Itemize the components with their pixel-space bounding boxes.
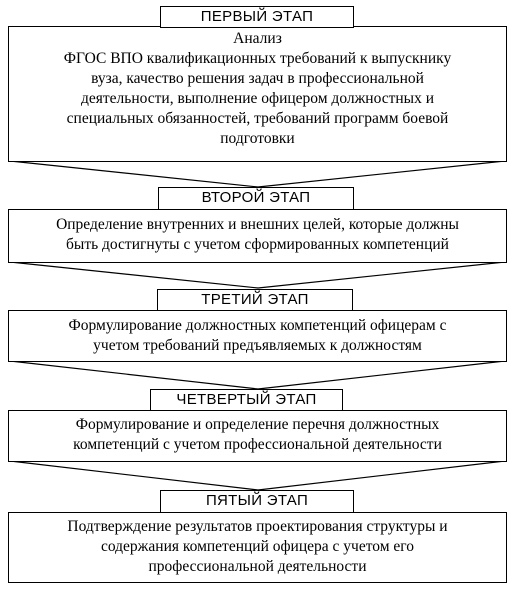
- stage-1-box: [8, 26, 507, 162]
- stage-4-line-2: компетенций с учетом профессиональной деятельности: [73, 436, 442, 453]
- stage-5-box: [8, 512, 507, 583]
- stage-1-label: ПЕРВЫЙ ЭТАП: [160, 6, 354, 28]
- stage-1-line-5: специальных обязанностей, требований программ боевой: [66, 110, 449, 127]
- stage-4-box: [8, 410, 507, 462]
- stage-1-line-1: Анализ: [233, 30, 282, 47]
- stage-4-label: ЧЕТВЕРТЫЙ ЭТАП: [150, 389, 343, 411]
- arrow-3-to-4: [10, 361, 505, 389]
- arrow-4-to-5: [10, 461, 505, 490]
- stage-3-line-1: Формулирование должностных компетенций офицерам с: [68, 317, 447, 334]
- stage-2-label: ВТОРОЙ ЭТАП: [158, 187, 354, 210]
- stage-2-line-1: Определение внутренних и внешних целей, которые должны: [56, 216, 459, 233]
- stage-2-line-2: быть достигнуты с учетом сформированных компетенций: [66, 236, 449, 253]
- arrow-1-to-2: [10, 161, 505, 187]
- stage-1-line-6: подготовки: [220, 130, 295, 147]
- stage-5-label: ПЯТЫЙ ЭТАП: [160, 490, 354, 513]
- stage-2-box: [8, 209, 507, 263]
- stage-5-line-3: профессиональной деятельности: [148, 558, 367, 575]
- stage-1-line-4: деятельности, выполнение офицером должностных и: [80, 90, 435, 107]
- stage-1-line-3: вуза, качество решения задач в профессиональной: [91, 70, 424, 87]
- stage-3-label: ТРЕТИЙ ЭТАП: [157, 289, 353, 311]
- stage-5-line-2: содержания компетенций офицера с учетом его: [100, 538, 415, 555]
- arrow-2-to-3: [10, 262, 505, 288]
- stage-1-line-2: ФГОС ВПО квалификационных требований к выпускнику: [63, 50, 452, 67]
- stage-3-line-2: учетом требований предъявляемых к должностям: [93, 337, 422, 354]
- stage-4-line-1: Формулирование и определение перечня должностных: [75, 416, 440, 433]
- stage-3-box: [8, 310, 507, 362]
- stage-5-line-1: Подтверждение результатов проектирования структуры и: [67, 518, 448, 535]
